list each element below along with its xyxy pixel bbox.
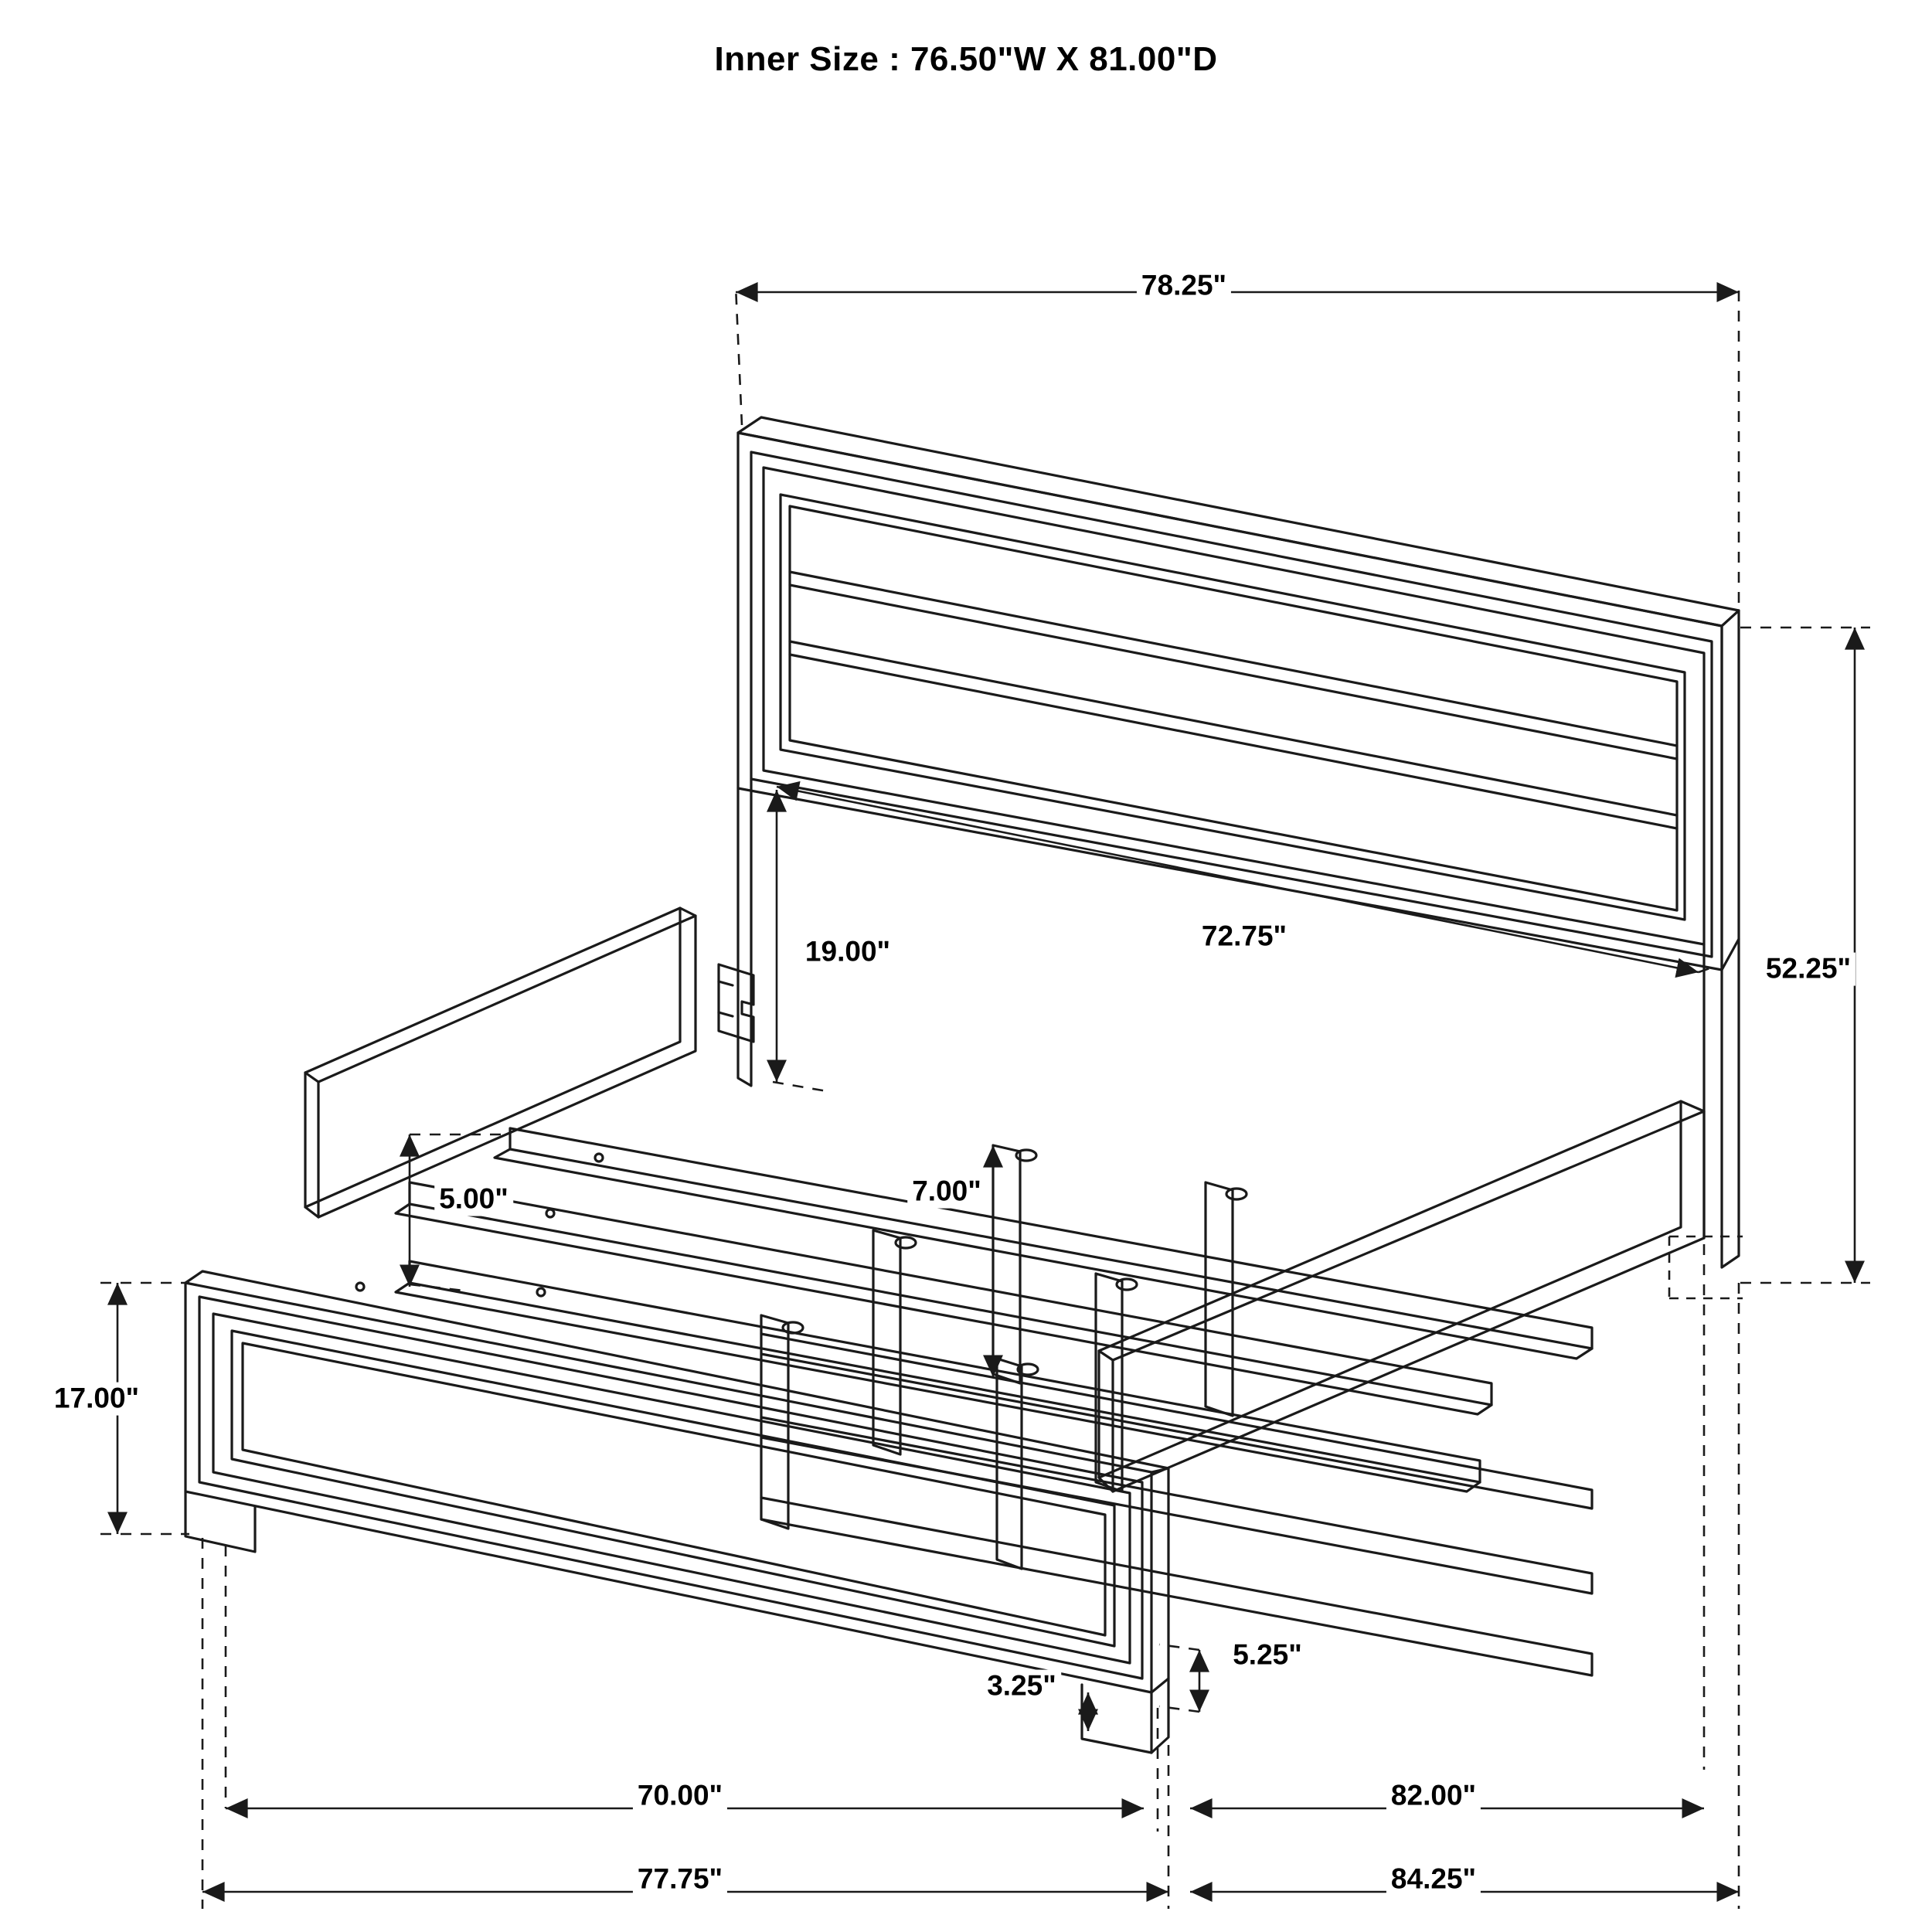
dim-label-52-25: 52.25" xyxy=(1761,953,1855,986)
dim-label-19-00: 19.00" xyxy=(801,936,895,969)
dim-label-72-75: 72.75" xyxy=(1197,920,1291,954)
dim-label-7-00: 7.00" xyxy=(907,1175,986,1209)
dim-label-82-00: 82.00" xyxy=(1386,1780,1481,1813)
dim-label-77-75: 77.75" xyxy=(633,1863,727,1896)
dim-label-5-25: 5.25" xyxy=(1228,1639,1307,1672)
dim-label-78-25: 78.25" xyxy=(1137,270,1231,303)
page-title: Inner Size : 76.50"W X 81.00"D xyxy=(714,40,1218,78)
dim-label-84-25: 84.25" xyxy=(1386,1863,1481,1896)
dim-label-5-00: 5.00" xyxy=(434,1183,513,1216)
dim-label-17-00: 17.00" xyxy=(49,1383,144,1416)
dim-label-3-25: 3.25" xyxy=(982,1670,1061,1703)
ext-78-25 xyxy=(736,286,1739,603)
dim-label-70-00: 70.00" xyxy=(633,1780,727,1813)
